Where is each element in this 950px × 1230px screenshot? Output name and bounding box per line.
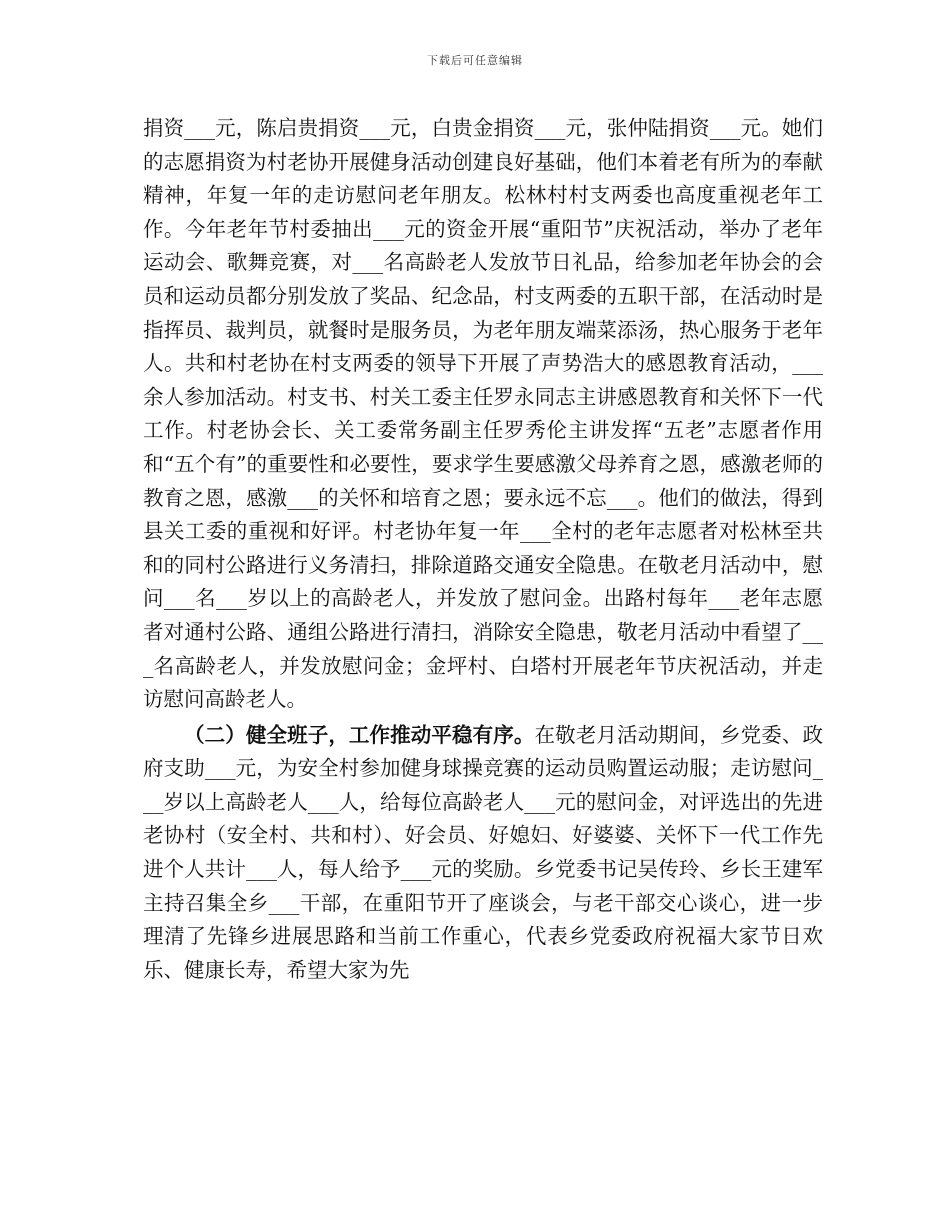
paragraph-2-text: 在敬老月活动期间，乡党委、政府支助___元，为安全村参加健身球操竞赛的运动员购置运动服；走访慰问___岁以上高龄老人___人，给每位高龄老人___元的慰问金，对评选出的先进老协村（安全村、共和村）、好会员、好媳妇、好婆婆、关怀下一代工作先进个人共计___人，每人给予___元的奖励。乡党委书记吴传玲、乡长王建军主持召集全乡___干部，在重阳节开了座谈会，与老干部交心谈心，进一步理清了先锋乡进展思路和当前工作重心，代表乡党委政府祝福大家节日欢乐、健康长寿，希望大家为先 xyxy=(143,722,824,982)
section-heading: （二）健全班子，工作推动平稳有序。 xyxy=(184,722,535,747)
document-body xyxy=(143,112,823,987)
paragraph-1: 捐资___元，陈启贵捐资___元，白贵金捐资___元，张仲陆捐资___元。她们的志愿捐资为村老协开展健身活动创建良好基础，他们本着老有所为的奉献精神，年复一年的走访慰问老年朋友。松林村村支两委也高度重视老年工作。今年老年节村委抽出___元的资金开展“重阳节”庆祝活动，举办了老年运动会、歌舞竞赛，对___名高龄老人发放节日礼品，给参加老年协会的会员和运动员都分别发放了奖品、纪念品，村支两委的五职干部，在活动时是指挥员、裁判员，就餐时是服务员，为老年朋友端菜添汤，热心服务于老年人。共和村老协在村支两委的领导下开展了声势浩大的感恩教育活动，___余人参加活动。村支书、村关工委主任罗永同志主讲感恩教育和关怀下一代工作。村老协会长、关工委常务副主任罗秀伦主讲发挥“五老”志愿者作用和“五个有”的重要性和必要性，要求学生要感激父母养育之恩，感激老师的教育之恩，感激___的关怀和培育之恩；要永远不忘___。他们的做法，得到县关工委的重视和好评。村老协年复一年___全村的老年志愿者对松林至共和的同村公路进行义务清扫，排除道路交通安全隐患。在敬老月活动中，慰问___名___岁以上的高龄老人，并发放了慰问金。出路村每年___老年志愿者对通村公路、通组公路进行清扫，消除安全隐患，敬老月活动中看望了___名高龄老人，并发放慰问金；金坪村、白塔村开展老年节庆祝活动，并走访慰问高龄老人。 xyxy=(143,116,823,712)
paragraph-2 xyxy=(143,719,823,988)
page-header: 下载后可任意编辑 xyxy=(427,54,523,67)
